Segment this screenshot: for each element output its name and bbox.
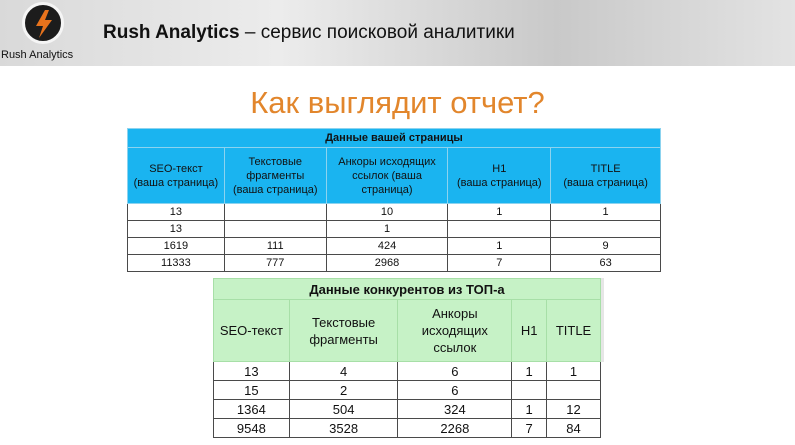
table-row <box>214 419 601 438</box>
table-cell: 1619 <box>128 238 225 255</box>
table-cell: 6 <box>398 381 512 400</box>
table-cell: 12 <box>547 400 601 419</box>
table-cell: 1 <box>512 400 547 419</box>
table-cell: 13 <box>128 221 225 238</box>
table-cell: 63 <box>551 255 661 272</box>
table-cell: 84 <box>547 419 601 438</box>
brand-name: Rush Analytics <box>103 22 240 43</box>
table-edge <box>601 278 604 362</box>
table-cell: 2268 <box>398 419 512 438</box>
table-cell <box>224 221 326 238</box>
table-cell <box>448 221 551 238</box>
competitor-data-table <box>213 278 601 438</box>
column-header-line: SEO-текст <box>149 162 203 175</box>
column-header-line: TITLE <box>555 323 592 338</box>
table-cell: 1 <box>326 221 448 238</box>
header-title <box>103 22 515 44</box>
column-header <box>224 148 326 204</box>
table-cell: 1 <box>448 204 551 221</box>
column-header <box>128 148 225 204</box>
table-row <box>214 381 601 400</box>
table-cell: 9 <box>551 238 661 255</box>
table-cell: 7 <box>512 419 547 438</box>
logo <box>1 2 85 66</box>
table-cell: 11333 <box>128 255 225 272</box>
table-caption: Данные вашей страницы <box>128 129 661 148</box>
column-header <box>547 300 601 362</box>
table-cell: 777 <box>224 255 326 272</box>
page-data-table <box>127 128 661 272</box>
column-header <box>398 300 512 362</box>
table-cell: 2968 <box>326 255 448 272</box>
column-header-line: Текстовые <box>311 314 376 330</box>
column-header-line: фрагменты <box>246 169 305 182</box>
column-header <box>551 148 661 204</box>
logo-text: Rush Analytics <box>1 49 74 61</box>
column-header <box>326 148 448 204</box>
table-row <box>128 204 661 221</box>
table-cell <box>224 204 326 221</box>
table-cell: 13 <box>128 204 225 221</box>
column-header-line: (ваша страница) <box>457 176 542 189</box>
table-cell: 324 <box>398 400 512 419</box>
column-header-line: (ваша страница) <box>232 183 318 196</box>
column-header-line: фрагменты <box>309 331 378 347</box>
table-cell: 504 <box>289 400 398 419</box>
header-subtitle: – сервис поисковой аналитики <box>244 22 515 43</box>
column-header-line: H1 <box>520 323 538 338</box>
table-row <box>214 400 601 419</box>
column-header <box>289 300 398 362</box>
column-header-line: страница) <box>361 183 413 196</box>
column-header <box>214 300 290 362</box>
table-row <box>128 255 661 272</box>
table-cell: 3528 <box>289 419 398 438</box>
lightning-bolt-icon <box>22 2 64 44</box>
table-row <box>214 362 601 381</box>
column-header-line: Анкоры <box>432 306 478 321</box>
column-header-line: TITLE <box>590 162 621 175</box>
table-cell: 1 <box>551 204 661 221</box>
slide-header <box>0 0 795 66</box>
table-cell: 2 <box>289 381 398 400</box>
column-header-line: Текстовые <box>248 155 303 168</box>
column-header-line: Анкоры исходящих <box>338 155 436 168</box>
column-header-line: ссылок (ваша <box>352 169 422 182</box>
column-header-line: исходящих <box>421 323 488 338</box>
table-cell: 7 <box>448 255 551 272</box>
table-cell: 1 <box>448 238 551 255</box>
column-header <box>448 148 551 204</box>
column-header-line: SEO-текст <box>219 323 283 338</box>
table-cell: 6 <box>398 362 512 381</box>
table-cell: 15 <box>214 381 290 400</box>
column-header-line: ссылок <box>433 340 477 355</box>
table-row <box>128 221 661 238</box>
slide-title: Как выглядит отчет? <box>250 85 545 120</box>
table-cell: 9548 <box>214 419 290 438</box>
table-cell: 13 <box>214 362 290 381</box>
table-cell <box>512 381 547 400</box>
table-cell: 1 <box>512 362 547 381</box>
table-row <box>128 238 661 255</box>
table-cell <box>551 221 661 238</box>
table-cell: 1 <box>547 362 601 381</box>
column-header-line: H1 <box>492 162 507 175</box>
column-header-line: (ваша страница) <box>133 176 219 189</box>
table-cell: 424 <box>326 238 448 255</box>
table-cell: 1364 <box>214 400 290 419</box>
table-cell <box>547 381 601 400</box>
table-cell: 4 <box>289 362 398 381</box>
column-header-line: (ваша страница) <box>563 176 648 189</box>
column-header <box>512 300 547 362</box>
table-caption: Данные конкурентов из ТОП-а <box>214 279 601 300</box>
table-cell: 111 <box>224 238 326 255</box>
table-cell: 10 <box>326 204 448 221</box>
